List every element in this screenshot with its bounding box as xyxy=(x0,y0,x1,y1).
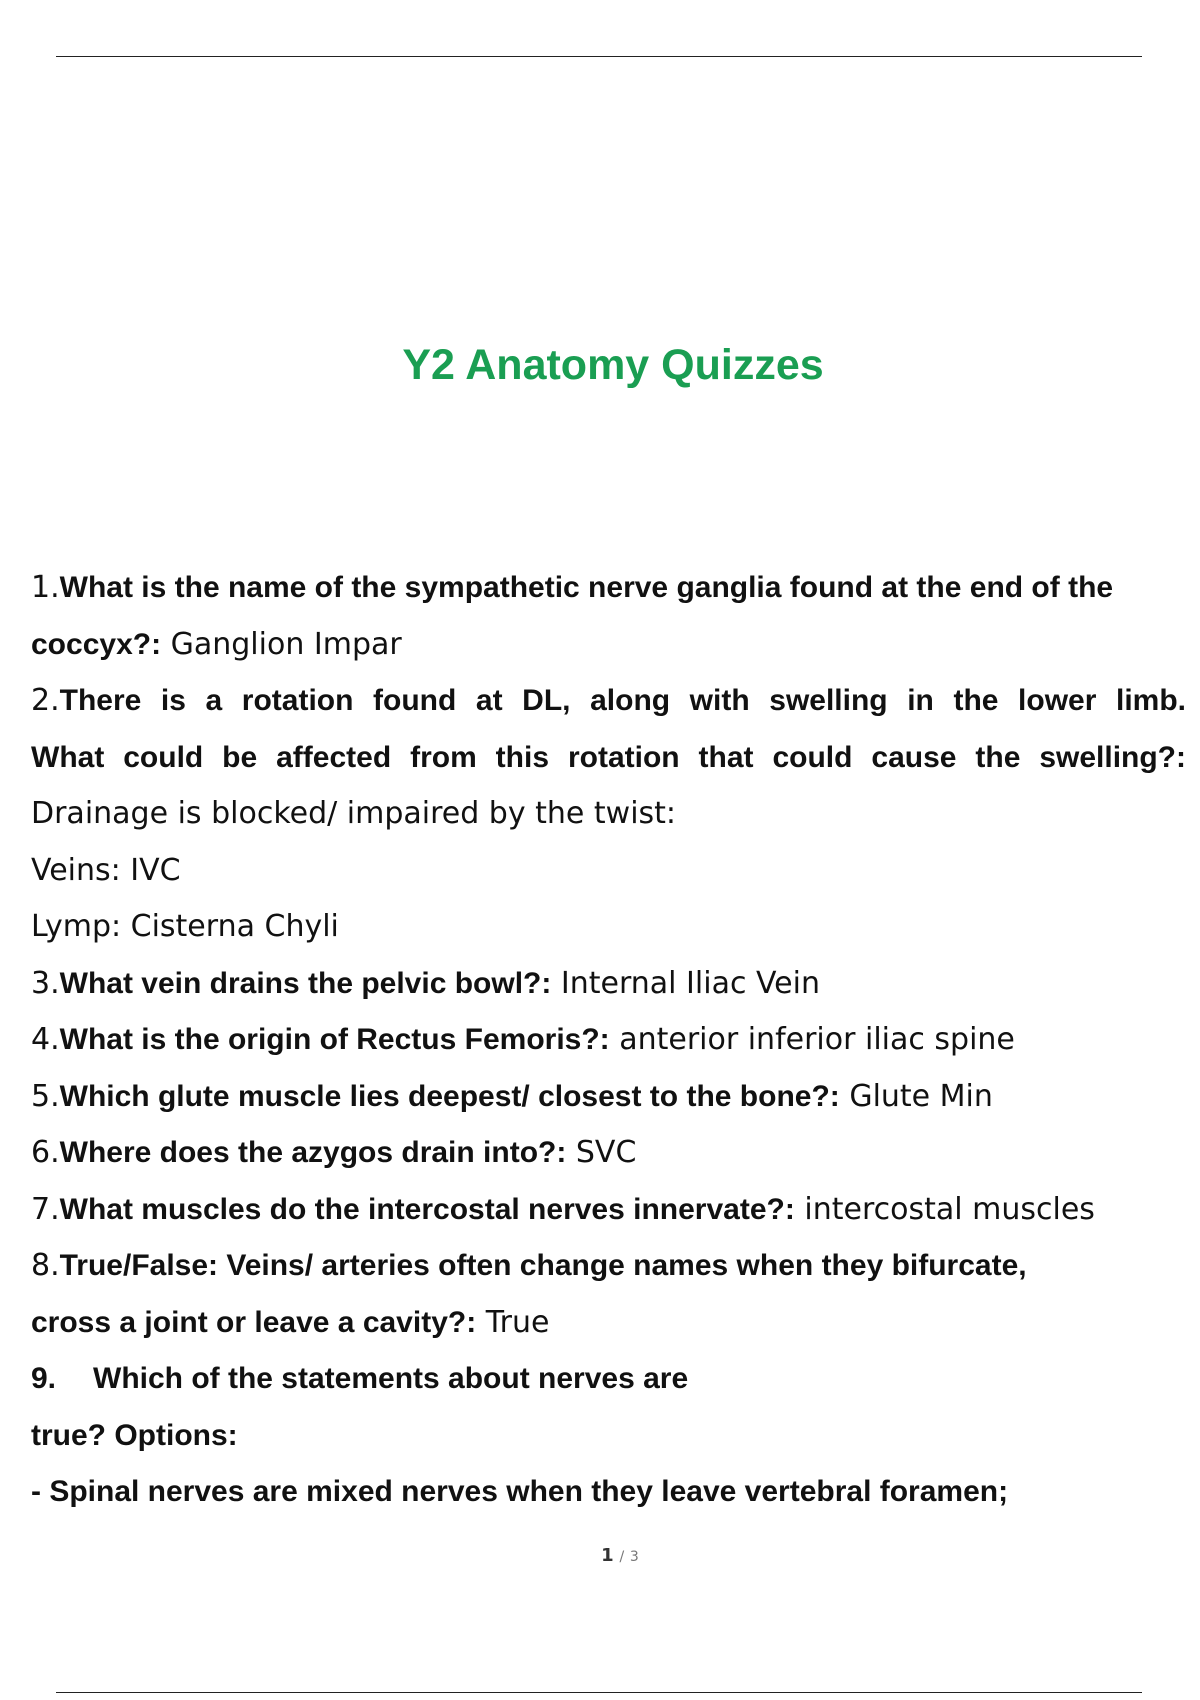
question-text: What muscles do the intercostal nerves innervate?: xyxy=(59,1192,795,1226)
page-separator: / xyxy=(619,1549,625,1565)
answer-text: Veins: IVC xyxy=(31,852,181,888)
answer-text: Lymp: Cisterna Chyli xyxy=(31,909,339,944)
quiz-item-2-line-1 xyxy=(31,673,1186,730)
quiz-item-8-line-2 xyxy=(31,1295,1186,1352)
quiz-item-7 xyxy=(31,1182,1186,1239)
quiz-item-9-line-2 xyxy=(31,1408,1186,1465)
question-text: True/False: Veins/ arteries often change names when they bifurcate, xyxy=(59,1249,1027,1282)
quiz-item-2-line-2 xyxy=(31,730,1186,787)
quiz-item-9-line-1 xyxy=(31,1351,1186,1408)
quiz-item-6 xyxy=(31,1125,1186,1182)
quiz-item-2-answer-1 xyxy=(31,786,1186,843)
item-number: 4. xyxy=(31,1022,60,1057)
question-text: There is a rotation found at DL, along with swelling in the lower limb. xyxy=(59,684,1186,717)
answer-text: Ganglion Impar xyxy=(161,626,402,662)
answer-text: Drainage is blocked/ impaired by the twist: xyxy=(31,796,677,831)
item-number: 1. xyxy=(31,570,60,605)
page-current: 1 xyxy=(601,1545,614,1566)
quiz-item-1-line-1 xyxy=(31,560,1186,617)
answer-text: Internal Iliac Vein xyxy=(551,965,820,1001)
item-number: 3. xyxy=(31,965,60,1001)
bottom-rule xyxy=(56,1692,1142,1693)
question-text: Which of the statements about nerves are xyxy=(93,1362,689,1395)
item-number: 6. xyxy=(31,1135,60,1170)
question-text: true? Options: xyxy=(31,1418,238,1452)
answer-text: intercostal muscles xyxy=(794,1191,1095,1227)
question-text: What is the name of the sympathetic nerve ganglia found at the end of the xyxy=(59,571,1114,604)
quiz-item-2-answer-3 xyxy=(31,899,1186,956)
question-text: Where does the azygos drain into?: xyxy=(59,1136,567,1169)
answer-text: anterior inferior iliac spine xyxy=(609,1022,1015,1057)
option-text: - Spinal nerves are mixed nerves when they leave vertebral foramen; xyxy=(31,1475,1009,1508)
quiz-item-8-line-1 xyxy=(31,1238,1186,1295)
question-text: What is the origin of Rectus Femoris?: xyxy=(59,1023,610,1056)
answer-text: True xyxy=(476,1304,550,1340)
top-rule xyxy=(56,56,1142,57)
item-number: 5. xyxy=(31,1078,60,1114)
question-text: What could be affected from this rotation that could cause the swelling?: xyxy=(31,740,1186,774)
question-text: cross a joint or leave a cavity?: xyxy=(31,1305,477,1339)
document-title: Y2 Anatomy Quizzes xyxy=(402,341,824,389)
quiz-item-9-option-1 xyxy=(31,1464,1186,1521)
item-number: 7. xyxy=(31,1191,60,1227)
answer-text: SVC xyxy=(566,1135,637,1170)
quiz-item-1-line-2 xyxy=(31,617,1186,674)
question-text: Which glute muscle lies deepest/ closest to the bone?: xyxy=(59,1079,840,1113)
page-total: 3 xyxy=(629,1549,639,1565)
item-number: 8. xyxy=(31,1248,60,1283)
quiz-item-3 xyxy=(31,956,1186,1013)
quiz-item-2-answer-2 xyxy=(31,843,1186,900)
quiz-content xyxy=(31,560,1186,1521)
item-number: 9. xyxy=(31,1362,57,1395)
quiz-item-5 xyxy=(31,1069,1186,1126)
answer-text: Glute Min xyxy=(839,1078,993,1114)
page-number xyxy=(0,1545,1200,1566)
quiz-item-4 xyxy=(31,1012,1186,1069)
question-text: coccyx?: xyxy=(31,627,162,661)
question-text: What vein drains the pelvic bowl?: xyxy=(59,966,552,1000)
item-number: 2. xyxy=(31,683,60,718)
